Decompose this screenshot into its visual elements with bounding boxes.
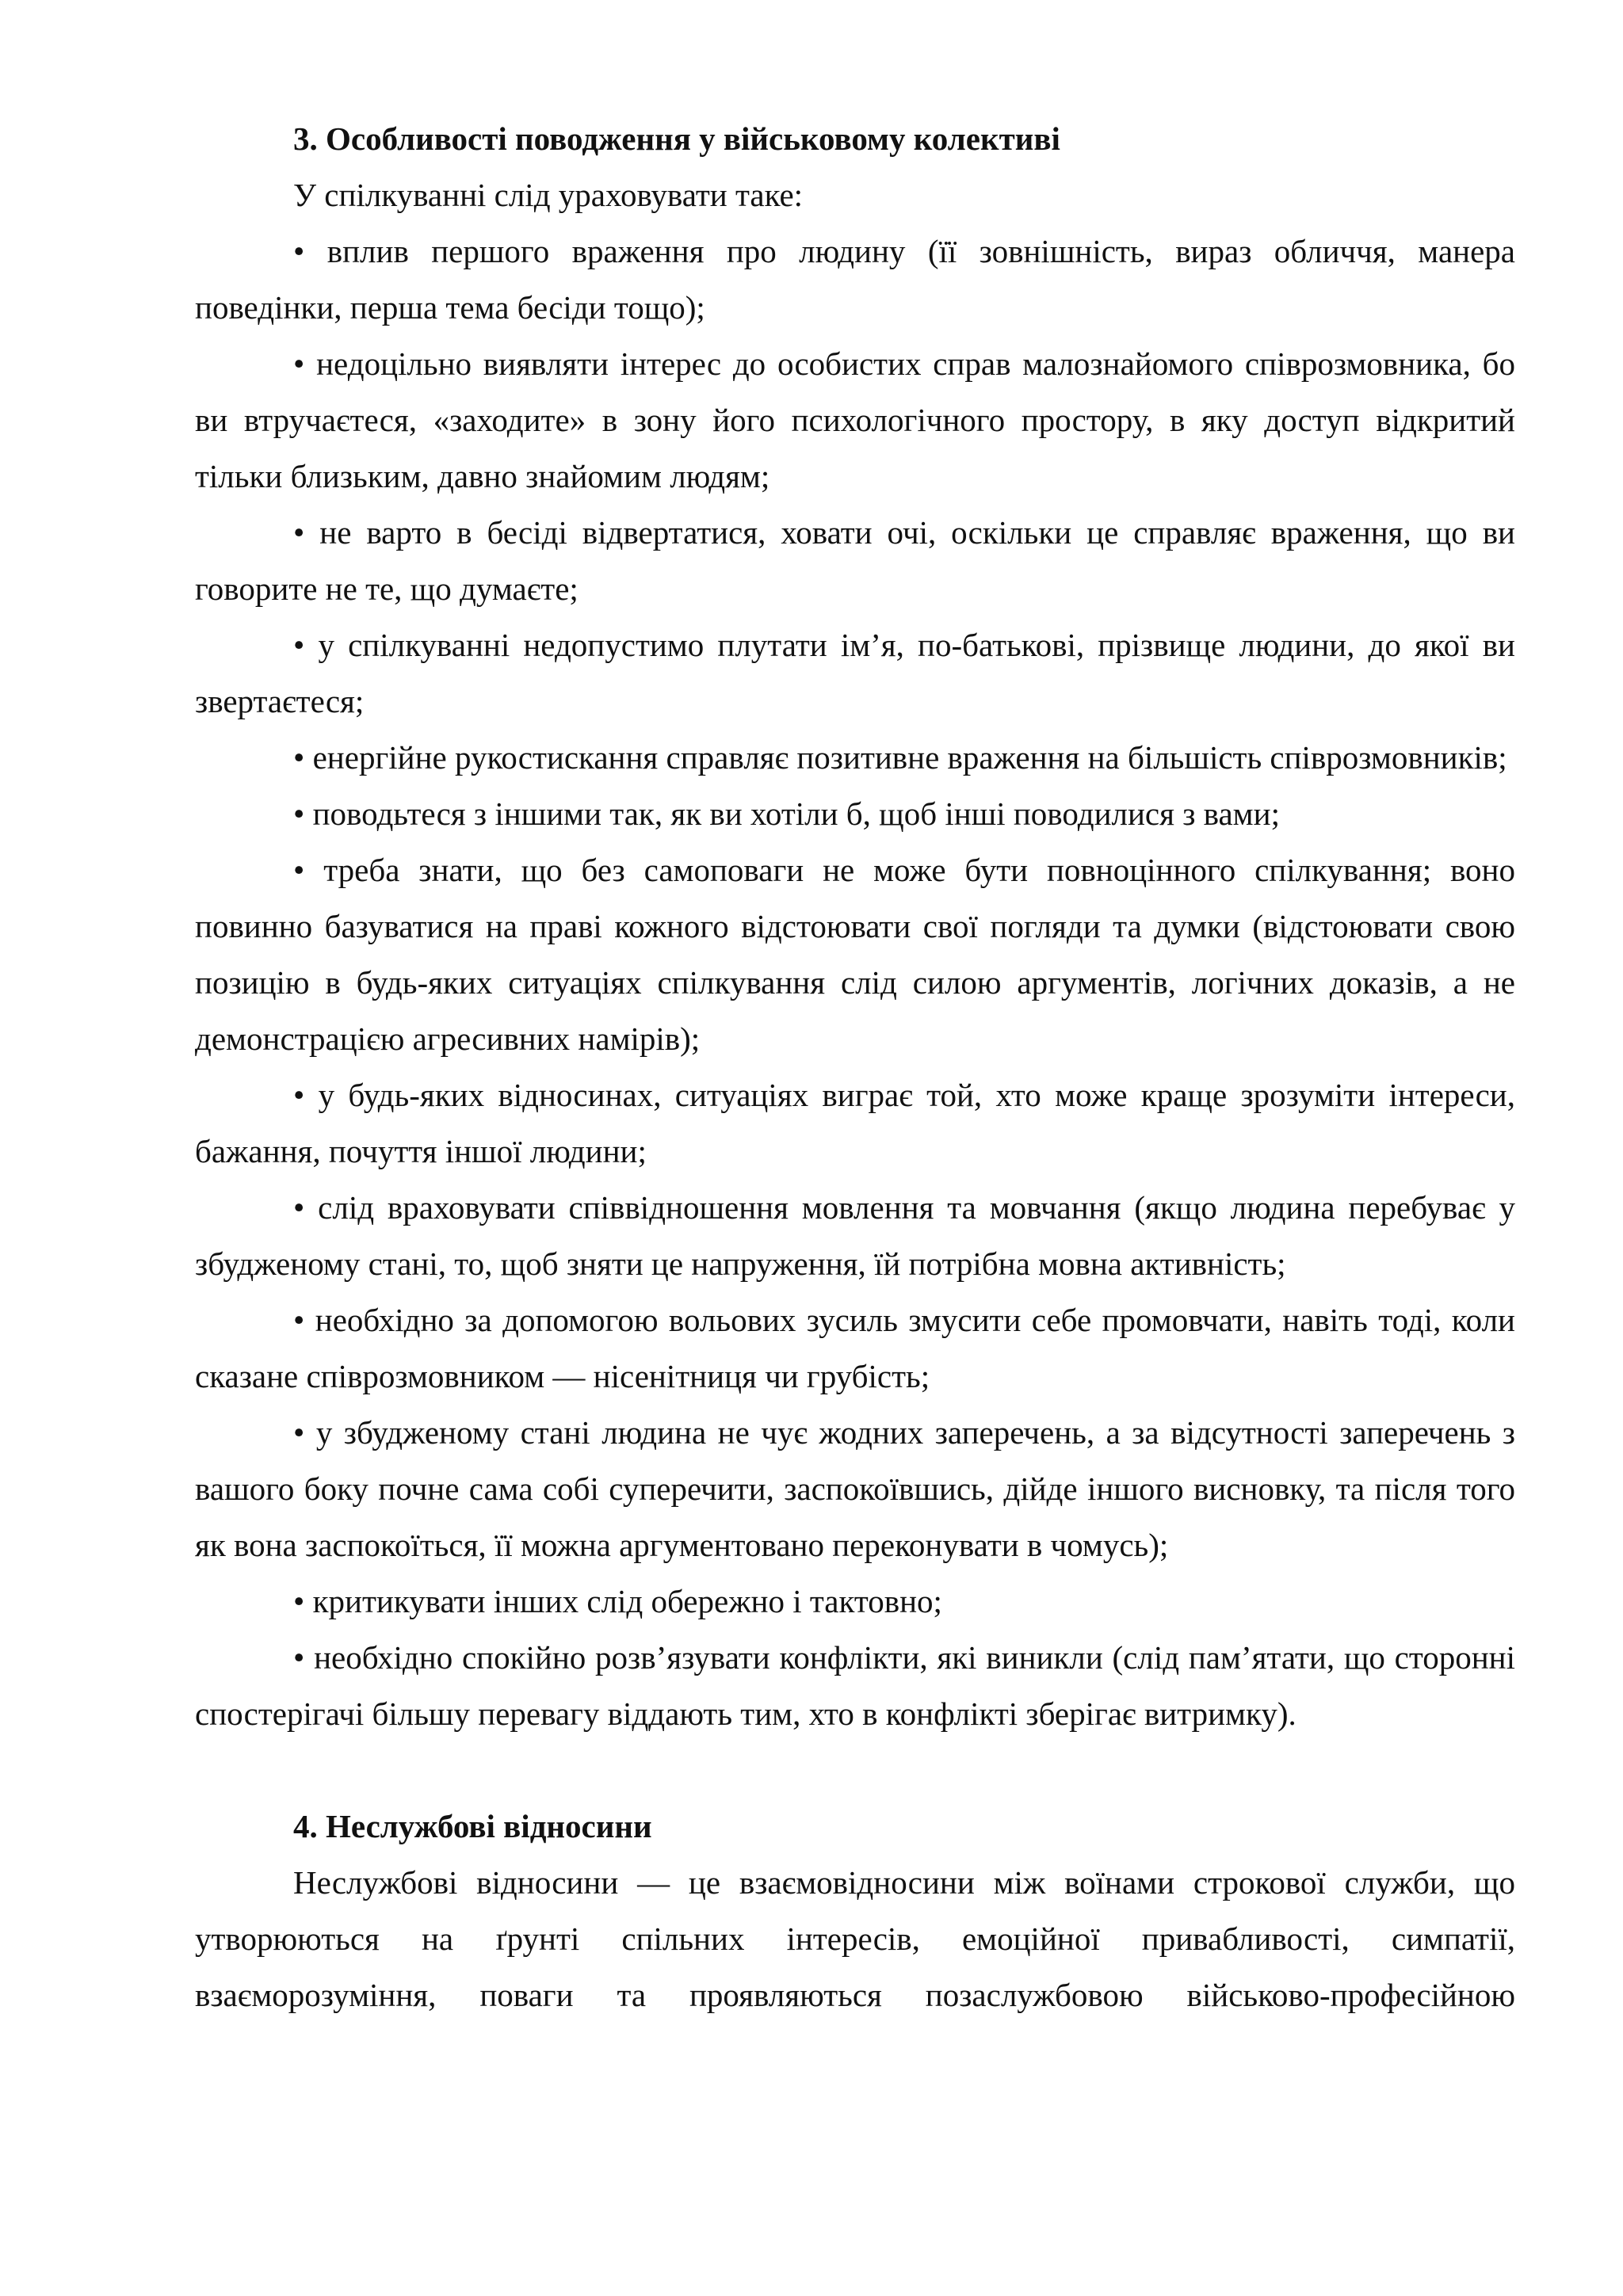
list-item: • недоцільно виявляти інтерес до особистих справ малознайомого співрозмовника, бо ви втручаєтеся, «заходите» в зону його психологічного простору, в яку доступ відкритий тільки близьким, давно знайомим людям; <box>195 345 1515 494</box>
section-3-heading: 3. Особливості поводження у військовому колективі <box>293 120 1060 157</box>
list-item: • у збудженому стані людина не чує жодних заперечень, а за відсутності заперечень з вашого боку почне сама собі суперечити, заспокоївшись, дійде іншого висновку, та після того як вона заспокоїться, її можна аргументовано переконувати в чомусь); <box>195 1414 1515 1563</box>
document-page <box>195 111 1515 2023</box>
list-item: • слід враховувати співвідношення мовлення та мовчання (якщо людина перебуває у збудженому стані, то, щоб зняти це напруження, їй потрібна мовна активність; <box>195 1189 1515 1282</box>
section-spacer <box>195 1742 1515 1798</box>
list-item: • у спілкуванні недопустимо плутати ім’я, по-батькові, прізвище людини, до якої ви звертаєтеся; <box>195 627 1515 719</box>
list-item: • поводьтеся з іншими так, як ви хотіли б, щоб інші поводилися з вами; <box>293 795 1280 832</box>
list-item: • критикувати інших слід обережно і тактовно; <box>293 1583 942 1619</box>
list-item: • у будь-яких відносинах, ситуаціях виграє той, хто може краще зрозуміти інтереси, бажання, почуття іншої людини; <box>195 1077 1515 1169</box>
list-item: • не варто в бесіді відвертатися, ховати очі, оскільки це справляє враження, що ви говорите не те, що думаєте; <box>195 514 1515 607</box>
section-3-intro: У спілкуванні слід ураховувати таке: <box>293 177 804 213</box>
list-item: • необхідно спокійно розв’язувати конфлікти, які виникли (слід пам’ятати, що сторонні спостерігачі більшу перевагу віддають тим, хто в конфлікті зберігає витримку). <box>195 1639 1515 1732</box>
section-4-heading: 4. Неслужбові відносини <box>293 1808 652 1844</box>
section-4-paragraph: Неслужбові відносини — це взаємовідносини між воїнами строкової служби, що утворюються на ґрунті спільних інтересів, емоційної привабливості, симпатії, взаєморозуміння, поваги та проявляються позаслужбовою військово-професійною <box>195 1864 1515 2013</box>
list-item: • енергійне рукостискання справляє позитивне враження на більшість співрозмовників; <box>293 739 1507 776</box>
list-item: • треба знати, що без самоповаги не може бути повноцінного спілкування; воно повинно базуватися на праві кожного відстоювати свої погляди та думки (відстоювати свою позицію в будь-яких ситуаціях спілкування слід силою аргументів, логічних доказів, а не демонстрацією агресивних намірів); <box>195 852 1515 1057</box>
list-item: • вплив першого враження про людину (її зовнішність, вираз обличчя, манера поведінки, перша тема бесіди тощо); <box>195 233 1515 326</box>
list-item: • необхідно за допомогою вольових зусиль змусити себе промовчати, навіть тоді, коли сказане співрозмовником — нісенітниця чи грубість; <box>195 1302 1515 1394</box>
